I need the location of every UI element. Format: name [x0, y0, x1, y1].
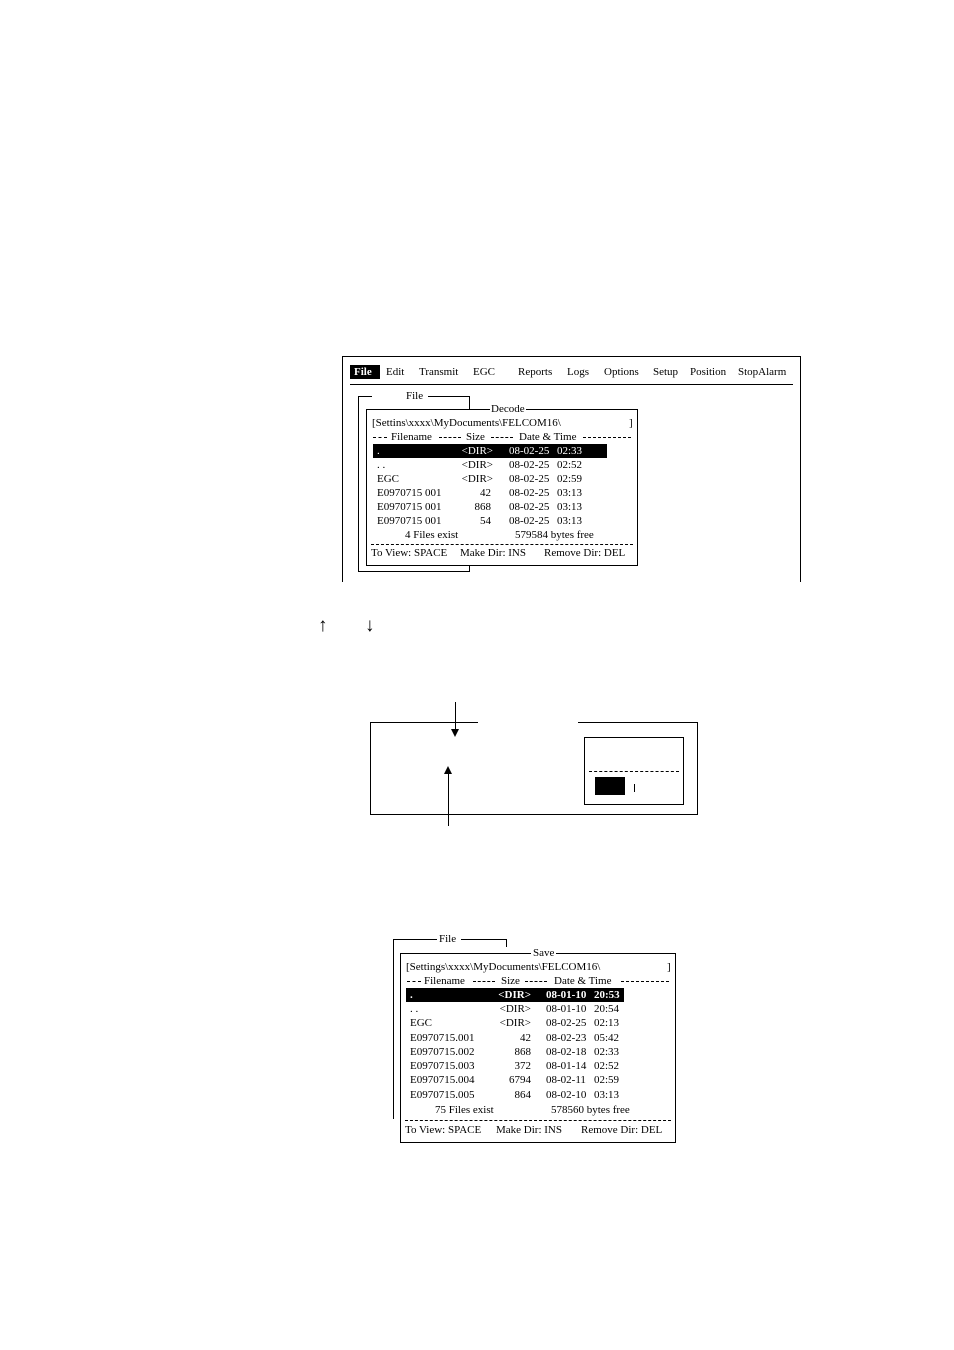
decode-file-menu-label: File	[406, 390, 424, 402]
save-header-datetime: Date & Time	[554, 975, 612, 987]
file-date: 08-02-11	[546, 1074, 586, 1086]
file-size: <DIR>	[499, 1003, 531, 1015]
file-size: 372	[514, 1060, 531, 1072]
decode-header-datetime: Date & Time	[519, 431, 577, 443]
file-name: E0970715.003	[410, 1060, 475, 1072]
decode-header-size: Size	[466, 431, 485, 443]
schematic-cursor	[634, 784, 635, 792]
file-date: 08-02-25	[546, 1017, 587, 1029]
file-date: 08-01-10	[546, 989, 587, 1001]
file-time: 03:13	[594, 1089, 620, 1101]
menu-item-stopalarm[interactable]: StopAlarm	[738, 366, 787, 378]
file-time: 02:13	[594, 1017, 620, 1029]
file-name: E0970715 001	[377, 487, 442, 499]
file-date: 08-01-10	[546, 1003, 587, 1015]
decode-bytes-free: 579584 bytes free	[515, 529, 594, 541]
up-arrow-icon: ↑	[318, 615, 328, 636]
down-arrow-icon: ↓	[365, 615, 375, 636]
decode-footer-view: To View: SPACE	[371, 547, 448, 559]
decode-window	[366, 403, 638, 566]
file-name: E0970715.001	[410, 1032, 475, 1044]
file-date: 08-02-25	[509, 501, 550, 513]
file-date: 08-02-25	[509, 487, 550, 499]
file-size: 42	[480, 487, 491, 499]
file-date: 08-02-25	[509, 515, 550, 527]
decode-files-count: 4 Files exist	[405, 529, 459, 541]
decode-footer-remove: Remove Dir: DEL	[544, 547, 626, 559]
file-time: 02:33	[594, 1046, 620, 1058]
file-size: 54	[480, 515, 491, 527]
schematic-arrow-up-line	[448, 773, 449, 826]
save-footer-remove: Remove Dir: DEL	[581, 1124, 663, 1136]
schematic-arrow-down-line	[455, 702, 456, 732]
file-name: . .	[410, 1003, 419, 1015]
menu-item-egc[interactable]: EGC	[473, 366, 495, 378]
menu-item-options[interactable]: Options	[604, 366, 639, 378]
file-time: 02:33	[557, 445, 583, 457]
decode-header-filename: Filename	[391, 431, 432, 443]
schematic-inner-box	[584, 737, 684, 805]
save-footer-make: Make Dir: INS	[496, 1124, 562, 1136]
file-size: 42	[520, 1032, 531, 1044]
file-name: EGC	[377, 473, 399, 485]
file-name: E0970715.004	[410, 1074, 475, 1086]
menu-item-logs[interactable]: Logs	[567, 366, 589, 378]
decode-footer-make: Make Dir: INS	[460, 547, 526, 559]
save-window-title: Save	[533, 947, 555, 959]
file-name: E0970715 001	[377, 501, 442, 513]
file-date: 08-02-25	[509, 459, 550, 471]
decode-path: [Settins\xxxx\MyDocuments\FELCOM16\	[372, 417, 561, 429]
file-time: 03:13	[557, 515, 583, 527]
file-time: 02:52	[594, 1060, 620, 1072]
menu-item-position[interactable]: Position	[690, 366, 727, 378]
save-path-close: ]	[667, 961, 671, 973]
menu-item-file[interactable]: File	[354, 366, 372, 378]
file-size: <DIR>	[461, 445, 493, 457]
file-size: 868	[514, 1046, 531, 1058]
file-time: 20:54	[594, 1003, 620, 1015]
file-size: 6794	[509, 1074, 531, 1086]
arrow-down-icon	[451, 729, 460, 738]
file-name: EGC	[410, 1017, 432, 1029]
file-size: 864	[514, 1089, 531, 1101]
menu-item-transmit[interactable]: Transmit	[419, 366, 459, 378]
save-files-count: 75 Files exist	[435, 1104, 494, 1116]
file-size: 868	[474, 501, 491, 513]
file-name: .	[377, 445, 380, 457]
menu-separator	[350, 384, 793, 385]
file-name: E0970715.005	[410, 1089, 475, 1101]
file-name: .	[410, 989, 413, 1001]
save-header-size: Size	[501, 975, 520, 987]
save-bytes-free: 578560 bytes free	[551, 1104, 630, 1116]
menu-item-setup[interactable]: Setup	[653, 366, 679, 378]
file-date: 08-02-25	[509, 445, 550, 457]
schematic-selected-block	[595, 777, 625, 795]
file-size: <DIR>	[461, 473, 493, 485]
file-date: 08-01-14	[546, 1060, 587, 1072]
save-window	[400, 947, 676, 1143]
file-size: <DIR>	[499, 1017, 531, 1029]
file-time: 05:42	[594, 1032, 620, 1044]
file-time: 03:13	[557, 487, 583, 499]
file-name: E0970715.002	[410, 1046, 475, 1058]
file-size: <DIR>	[498, 989, 531, 1001]
file-time: 02:59	[557, 473, 583, 485]
decode-path-close: ]	[629, 417, 633, 429]
decode-window-title: Decode	[491, 403, 525, 415]
file-time: 03:13	[557, 501, 583, 513]
file-time: 02:59	[594, 1074, 620, 1086]
menu-item-reports[interactable]: Reports	[518, 366, 553, 378]
file-size: <DIR>	[461, 459, 493, 471]
save-path: [Settings\xxxx\MyDocuments\FELCOM16\	[406, 961, 601, 973]
save-header-filename: Filename	[424, 975, 465, 987]
file-date: 08-02-18	[546, 1046, 587, 1058]
file-date: 08-02-23	[546, 1032, 587, 1044]
menu-item-edit[interactable]: Edit	[386, 366, 405, 378]
file-time: 20:53	[594, 989, 620, 1001]
file-name: . .	[377, 459, 386, 471]
file-date: 08-02-10	[546, 1089, 587, 1101]
save-footer-view: To View: SPACE	[405, 1124, 482, 1136]
file-time: 02:52	[557, 459, 583, 471]
file-date: 08-02-25	[509, 473, 550, 485]
save-file-menu-label: File	[439, 933, 457, 945]
file-name: E0970715 001	[377, 515, 442, 527]
